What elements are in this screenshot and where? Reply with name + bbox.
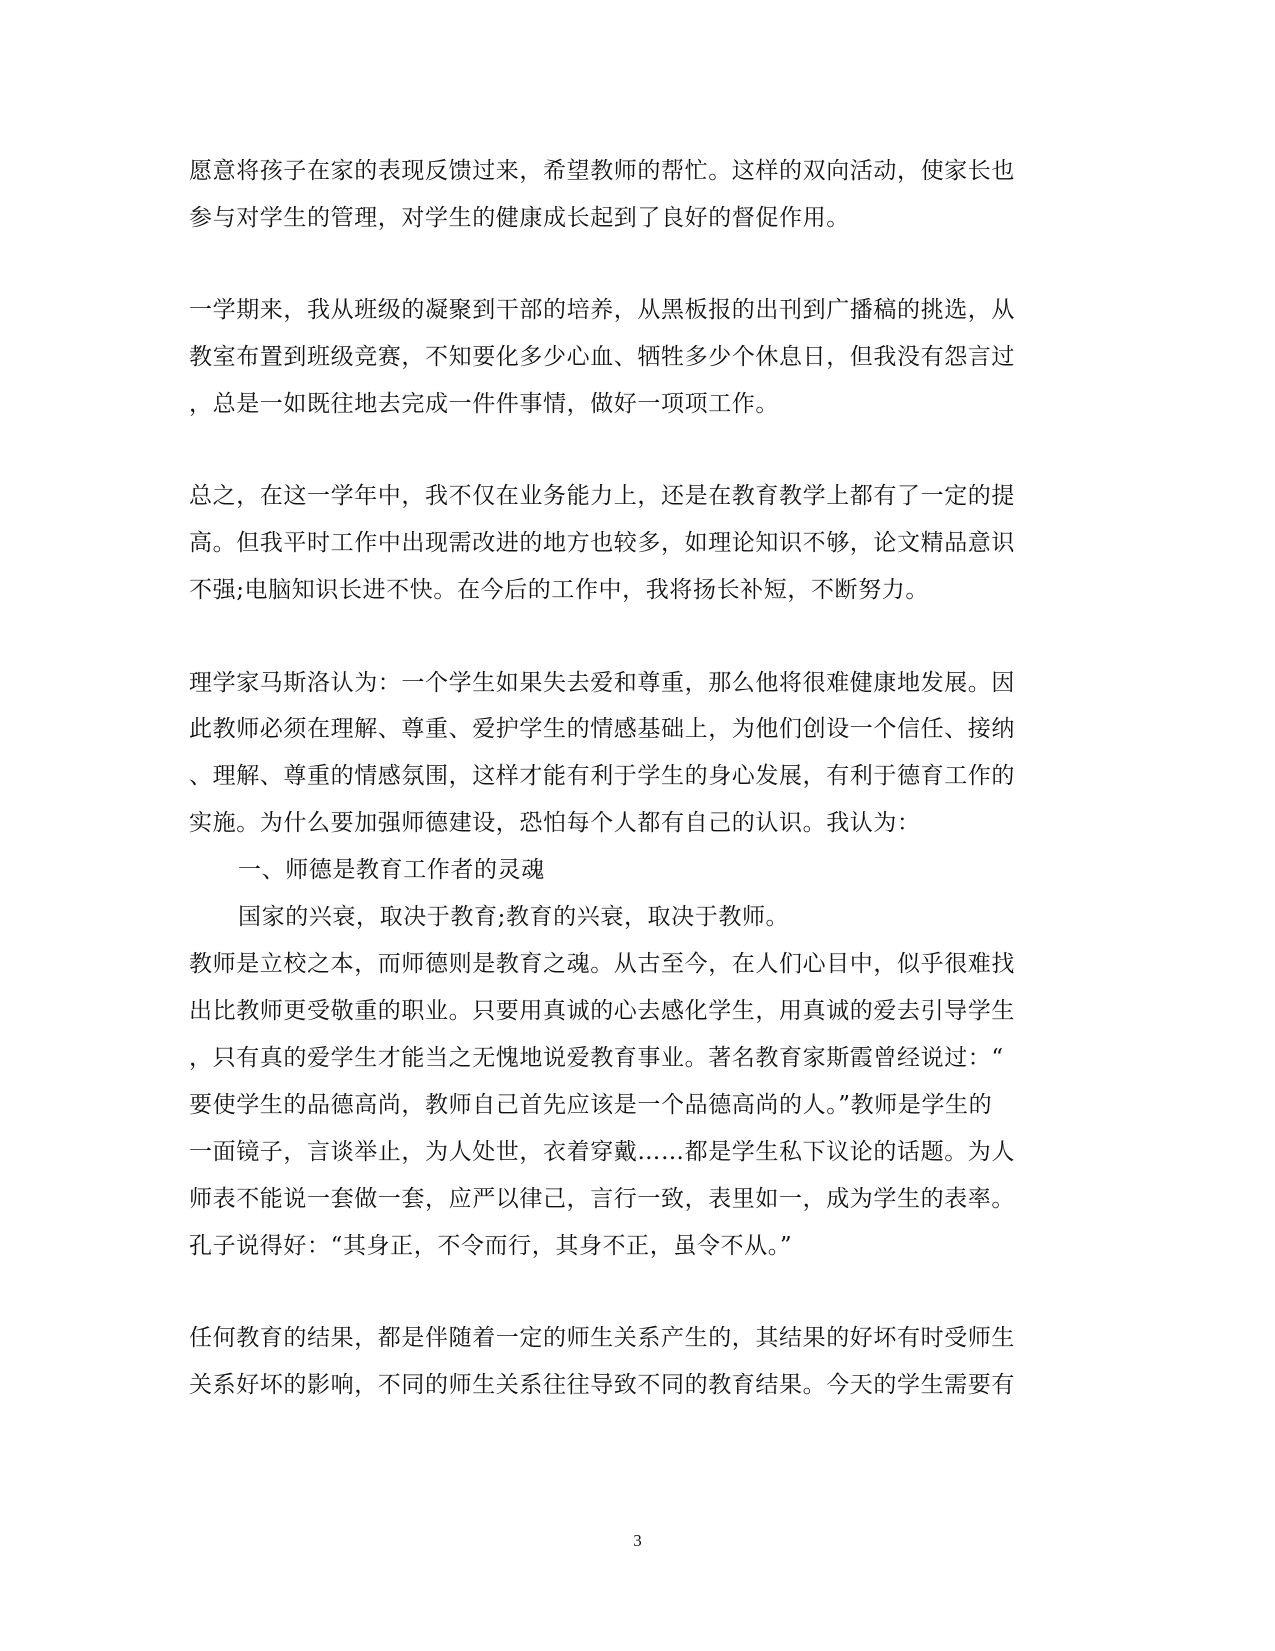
text-line: 实施。为什么要加强师德建设，恐怕每个人都有自己的认识。我认为： bbox=[189, 810, 921, 836]
text-line: 此教师必须在理解、尊重、爱护学生的情感基础上，为他们创设一个信任、接纳 bbox=[189, 716, 1015, 742]
text-line: 理学家马斯洛认为：一个学生如果失去爱和尊重，那么他将很难健康地发展。因 bbox=[189, 670, 1015, 696]
text-line: 任何教育的结果，都是伴随着一定的师生关系产生的，其结果的好坏有时受师生 bbox=[189, 1325, 1015, 1351]
text-line: 教室布置到班级竞赛，不知要化多少心血、牺牲多少个休息日，但我没有怨言过 bbox=[189, 344, 1015, 370]
text-line: 、理解、尊重的情感氛围，这样才能有利于学生的身心发展，有利于德育工作的 bbox=[189, 763, 1015, 789]
text-line: 要使学生的品德高尚，教师自己首先应该是一个品德高尚的人。”教师是学生的 bbox=[189, 1092, 993, 1118]
text-line: 一学期来，我从班级的凝聚到干部的培养，从黑板报的出刊到广播稿的挑选，从 bbox=[189, 297, 1015, 323]
text-line: 一面镜子，言谈举止，为人处世，衣着穿戴……都是学生私下议论的话题。为人 bbox=[189, 1139, 1015, 1165]
page-number: 3 bbox=[633, 1531, 642, 1550]
text-line: 高。但我平时工作中出现需改进的地方也较多，如理论知识不够，论文精品意识 bbox=[189, 530, 1015, 556]
text-line: 不强;电脑知识长进不快。在今后的工作中，我将扬长补短，不断努力。 bbox=[189, 577, 929, 603]
text-line: ，总是一如既往地去完成一件件事情，做好一项项工作。 bbox=[189, 391, 779, 417]
text-line: 教师是立校之本，而师德则是教育之魂。从古至今，在人们心目中，似乎很难找 bbox=[189, 951, 1015, 977]
text-line: 出比教师更受敬重的职业。只要用真诚的心去感化学生，用真诚的爱去引导学生 bbox=[189, 998, 1015, 1024]
text-line: 参与对学生的管理，对学生的健康成长起到了良好的督促作用。 bbox=[189, 205, 850, 231]
text-line: 总之，在这一学年中，我不仅在业务能力上，还是在教育教学上都有了一定的提 bbox=[189, 483, 1015, 509]
text-line: 师表不能说一套做一套，应严以律己，言行一致，表里如一，成为学生的表率。 bbox=[189, 1186, 1015, 1212]
text-line: 愿意将孩子在家的表现反馈过来，希望教师的帮忙。这样的双向活动，使家长也 bbox=[189, 158, 1015, 184]
text-line: ，只有真的爱学生才能当之无愧地说爱教育事业。著名教育家斯霞曾经说过：“ bbox=[189, 1045, 1004, 1071]
section-heading: 一、师德是教育工作者的灵魂 bbox=[238, 857, 545, 883]
text-line: 孔子说得好：“其身正，不令而行，其身不正，虽令不从。” bbox=[189, 1233, 793, 1259]
text-line: 关系好坏的影响，不同的师生关系往往导致不同的教育结果。今天的学生需要有 bbox=[189, 1372, 1015, 1398]
text-line: 国家的兴衰，取决于教育;教育的兴衰，取决于教师。 bbox=[238, 904, 790, 930]
